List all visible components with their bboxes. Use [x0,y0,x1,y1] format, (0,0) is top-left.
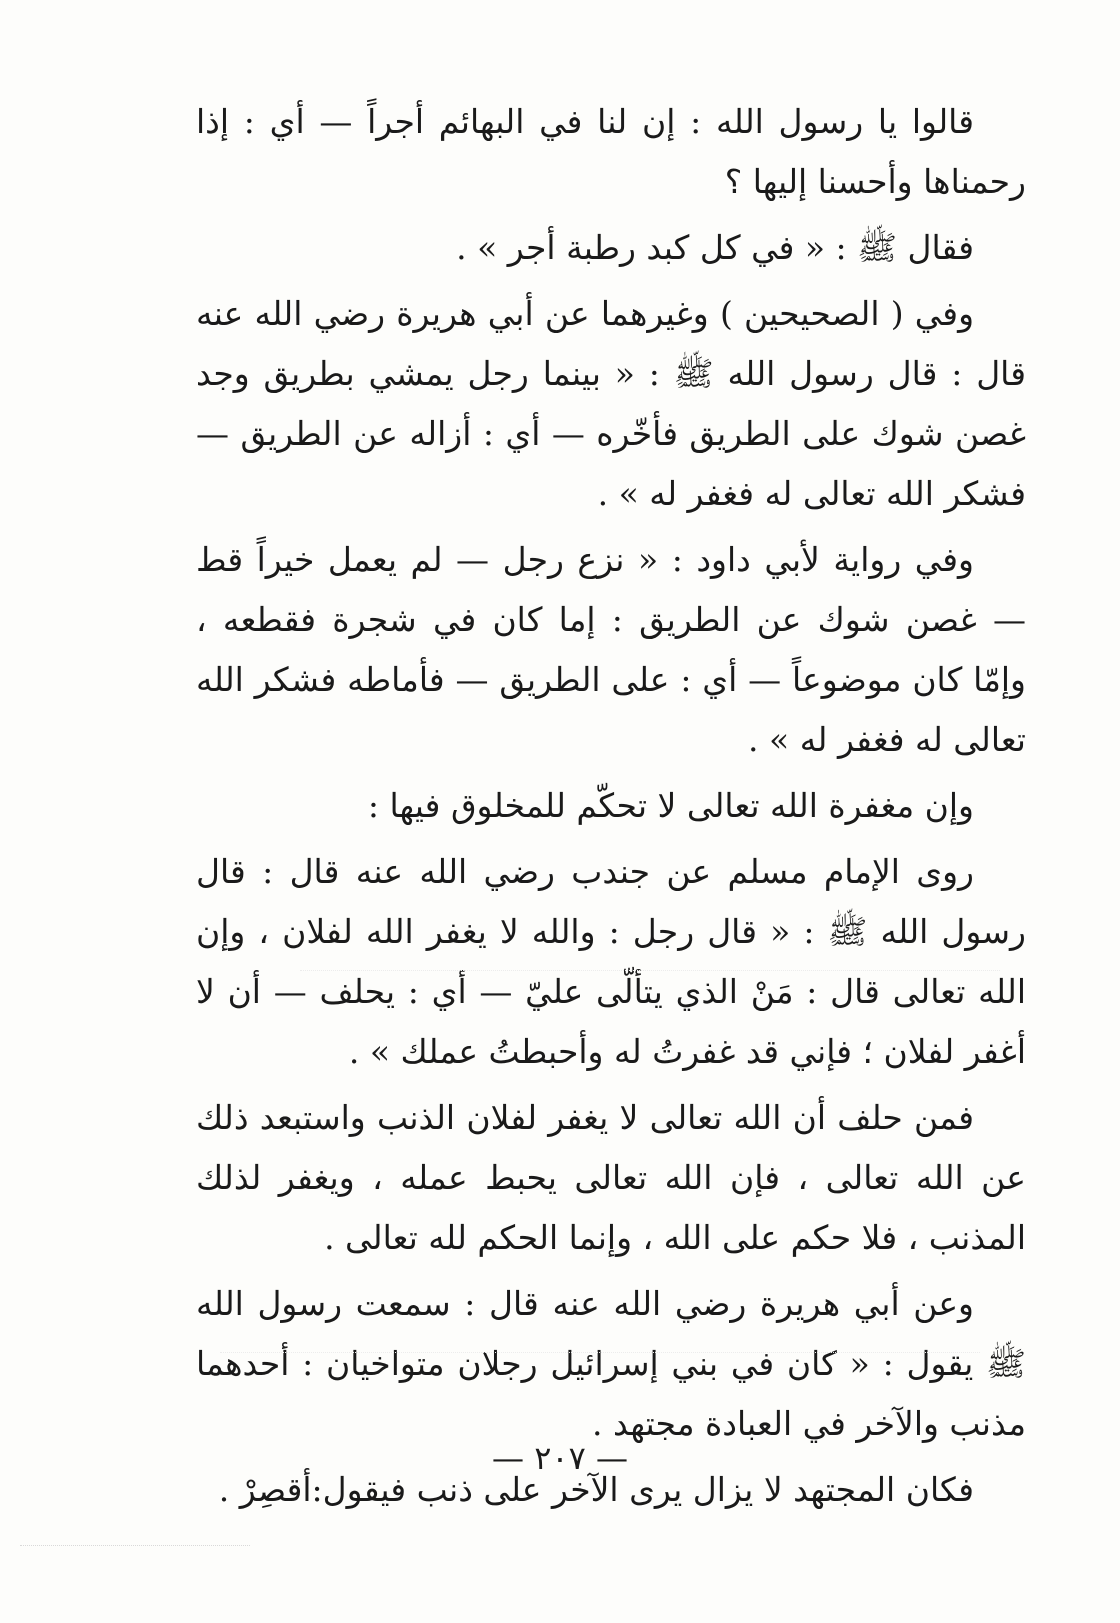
paragraph-3: وفي ( الصحيحين ) وغيرهما عن أبي هريرة رضي الله عنه قال : قال رسول الله ﷺ : « بينما رجل يمشي بطريق وجد غصن شوك على الطريق فأخّره — أي : أزاله عن الطريق — فشكر الله تعالى له فغفر له » . [196,294,1026,513]
paragraph-8: وعن أبي هريرة رضي الله عنه قال : سمعت رسول الله ﷺ يقول : « كان في بني إسرائيل رجلان متواخيان : أحدهما مذنب والآخر في العبادة مجتهد . [196,1284,1026,1443]
paragraph-4: وفي رواية لأبي داود : « نزع رجل — لم يعمل خيراً قط — غصن شوك عن الطريق : إما كان في شجرة فقطعه ، وإمّا كان موضوعاً — أي : على الطريق — فأماطه فشكر الله تعالى له فغفر له » . [196,540,1026,759]
paragraph-5: وإن مغفرة الله تعالى لا تحكّم للمخلوق فيها : [367,786,974,825]
scan-artifact-line [300,970,1000,972]
paragraph-9: فكان المجتهد لا يزال يرى الآخر على ذنب فيقول:أقصِرْ . [218,1470,974,1509]
paragraph-2: فقال ﷺ : « في كل كبد رطبة أجر » . [456,228,974,267]
scan-artifact-line [220,1352,980,1354]
paragraph-7: فمن حلف أن الله تعالى لا يغفر لفلان الذنب واستبعد ذلك عن الله تعالى ، فإن الله تعالى يحبط عمله ، ويغفر لذلك المذنب ، فلا حكم على الله ، وإنما الحكم لله تعالى . [196,1098,1026,1257]
paragraph-1: قالوا يا رسول الله : إن لنا في البهائم أجراً — أي : إذا رحمناها وأحسنا إليها ؟ [196,102,1026,201]
page-body-text [196,92,1026,1526]
paragraph-6: روى الإمام مسلم عن جندب رضي الله عنه قال : قال رسول الله ﷺ : « قال رجل : والله لا يغفر الله لفلان ، وإن الله تعالى قال : مَنْ الذي يتألّى عليّ — أي : يحلف — أن لا أغفر لفلان ؛ فإني قد غفرتُ له وأحبطتُ عملك » . [196,852,1026,1071]
scan-artifact-line [20,1545,250,1548]
page-number: — ٢٠٧ — [492,1439,628,1477]
